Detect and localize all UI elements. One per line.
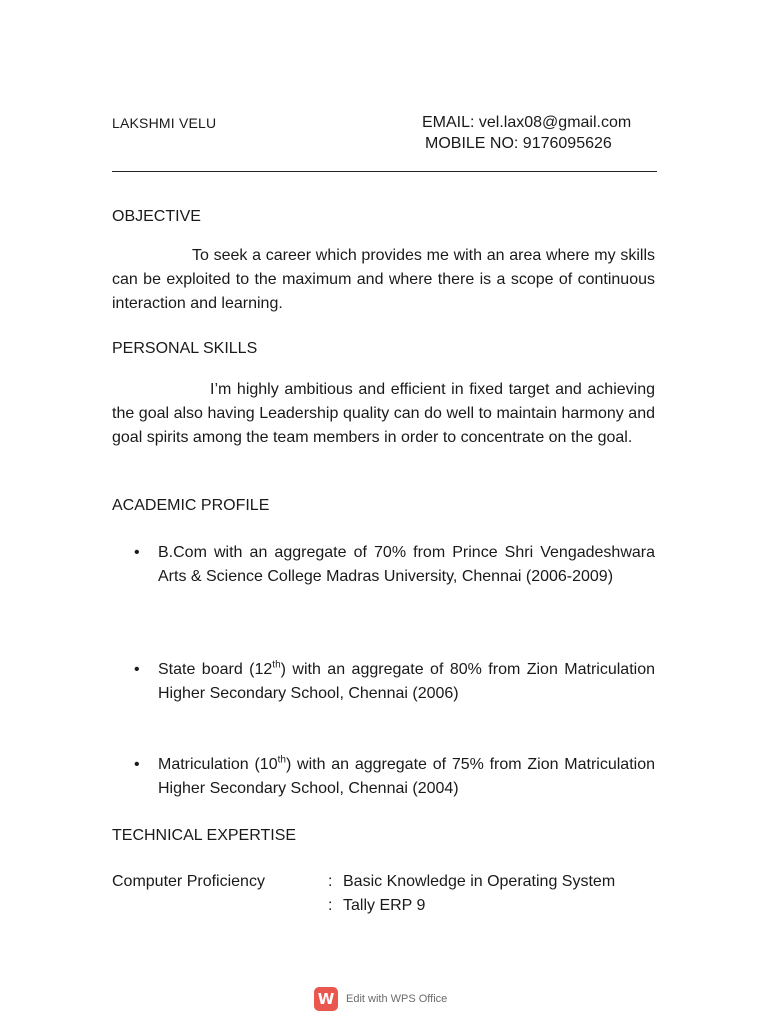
academic-item-text-pre: Matriculation (10 [158,756,278,773]
header-divider [112,171,657,172]
tech-value: Tally ERP 9 [343,897,426,914]
tech-label: Computer Proficiency [112,873,265,890]
objective-heading: OBJECTIVE [112,208,201,225]
tech-colon: : [328,873,333,890]
email-line: EMAIL: vel.lax08@gmail.com [422,114,632,131]
academic-item-text-pre: State board (12 [158,661,273,678]
mobile-line: MOBILE NO: 9176095626 [425,135,612,152]
academic-item-text [158,658,655,706]
contact-block [422,112,631,154]
candidate-name: LAKSHMI VELU [112,115,217,131]
tech-row [112,870,657,894]
academic-item-text: B.Com with an aggregate of 70% from Prince Shri Vengadeshwara Arts & Science College Madras University, Chennai (2006-2009) [158,544,655,585]
bullet-icon: • [134,661,140,678]
tech-row [112,894,657,918]
bullet-icon: • [134,756,140,773]
academic-profile-heading: ACADEMIC PROFILE [112,497,270,514]
ordinal-suffix: th [272,659,281,671]
tech-value: Basic Knowledge in Operating System [343,873,616,890]
objective-text: To seek a career which provides me with an area where my skills can be exploited to the maximum and where there is a scope of continuous interaction and learning. [112,247,655,312]
academic-item-text-post: ) with an aggregate of 75% from Zion Matriculation Higher Secondary School, Chennai (2004) [158,756,655,797]
ordinal-suffix: th [277,754,286,766]
personal-skills-heading: PERSONAL SKILLS [112,340,258,357]
wps-office-badge[interactable] [314,986,447,1012]
academic-item-text-post: ) with an aggregate of 80% from Zion Matriculation Higher Secondary School, Chennai (2006) [158,661,656,702]
technical-expertise-heading: TECHNICAL EXPERTISE [112,827,297,844]
academic-item-text [158,753,655,801]
personal-skills-text: I’m highly ambitious and efficient in fixed target and achieving the goal also having Leadership quality can do well to maintain harmony and goal spirits among the team members in order to concentrate on the goal. [112,381,655,446]
bullet-icon: • [134,544,140,561]
wps-edit-label: Edit with WPS Office [346,993,448,1005]
wps-logo-icon: W [314,987,338,1011]
tech-colon: : [328,897,333,914]
